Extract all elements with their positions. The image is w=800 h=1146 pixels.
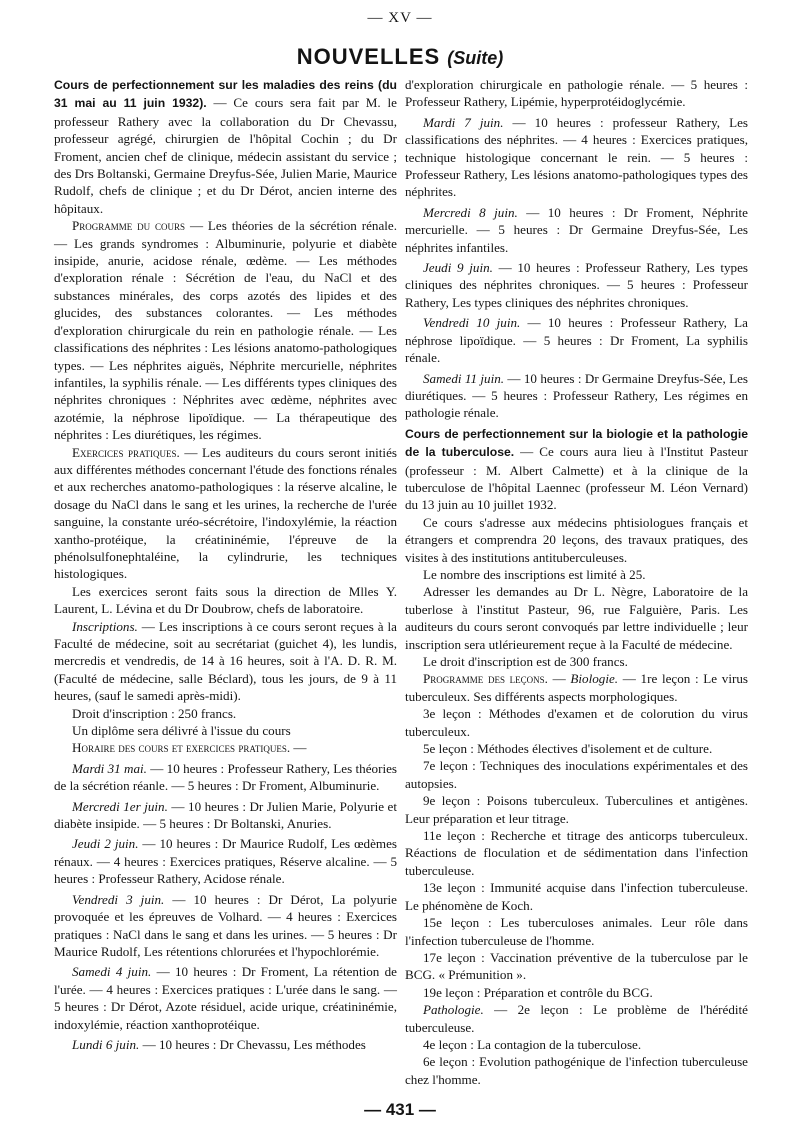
schedule-entry	[405, 114, 748, 201]
schedule-continued: d'exploration chirurgicale en pathologie rénale. — 5 heures : Professeur Rathery, Lipémie, hyperprotéidoglycémie.	[405, 77, 748, 110]
page-title	[0, 44, 800, 70]
diplome-note: Un diplôme sera délivré à l'issue du cours	[72, 723, 291, 739]
droit-inscription: Droit d'inscription : 250 francs.	[72, 705, 237, 721]
schedule-entry	[54, 835, 397, 887]
schedule-text: — 10 heures : Professeur Rathery, Les théories de la sécrétion réanle. — 5 heures : Dr Froment, Albuminurie.	[54, 760, 397, 794]
tuberculose-droit: Le droit d'inscription est de 300 francs.	[423, 654, 628, 669]
schedule-entry	[405, 259, 748, 311]
schedule-text: — 10 heures : Dr Froment, Néphrite mercurielle. — 5 heures : Dr Germaine Dreyfus-Sée, Les néphrites infantiles.	[405, 204, 748, 255]
horaire-heading	[54, 739, 397, 756]
lecon-item: 9e leçon : Poisons tuberculeux. Tuberculines et antigènes. Leur préparation et leur titrage.	[405, 793, 748, 826]
horaire-label: Horaire des cours et exercices pratiques.	[72, 740, 291, 756]
pathologie-label: Pathologie.	[423, 1002, 484, 1018]
tuberculose-course-paragraph	[405, 425, 748, 514]
left-column	[54, 76, 397, 1053]
lecons-programme-label: Programme des leçons.	[423, 671, 548, 687]
programme-paragraph	[54, 217, 397, 443]
exercices-paragraph	[54, 444, 397, 583]
lecon-item: 3e leçon : Méthodes d'examen et de colorution du virus tuberculeux.	[405, 706, 748, 739]
exercices-direction: Les exercices seront faits sous la direction de Mlles Y. Laurent, L. Lévina et du Dr Doubrow, chefs de laboratoire.	[54, 583, 397, 617]
lecon-item: 11e leçon : Recherche et titrage des anticorps tuberculeux. Réactions de floculation et de sédimentation dans l'infection tuberculeuse.	[405, 828, 748, 878]
schedule-entry	[54, 963, 397, 1033]
schedule-text: — 10 heures : Dr Chevassu, Les méthodes	[139, 1036, 366, 1052]
schedule-text: — 10 heures : Dr Maurice Rudolf, Les œdèmes rénaux. — 4 heures : Exercices pratiques, Réserve alcaline. — 5 heures : Professeur Rathery, Acidose rénale.	[54, 836, 397, 887]
schedule-text: — 10 heures : Dr Froment, La rétention de l'urée. — 4 heures : Exercices pratiques : L'urée dans le sang. — 5 heures : Dr Dérot, Azote résiduel, acide urique, créatininémie, indoxylémie, réaction xanthoprotéique.	[54, 964, 397, 1032]
reins-course-intro: — Ce cours sera fait par M. le professeur Rathery avec la collaboration du Dr Chevassu, professeur agrégé, chirurgien de l'hôpital Cochin ; du Dr Froment, ancien chef de clinique, médecin assistant du service ; des Drs Boltanski, Germaine Dreyfus-Sée, Julien Marie, Maurice Rudolf, chefs de clinique ; et du Dr Dérot, ancien interne des hôpitaux.	[54, 95, 397, 216]
programme-text: — Les théories de la sécrétion rénale. — Les grands syndromes : Albuminurie, polyurie et diabète insipide, anurie, acidose rénale, œdème. — Les méthodes d'exploration rénale : Sécrétion de l'eau, du NaCl et des substances minérales, des corps azotés des lipides et des glucides, des substances colorantes. — Les méthodes d'exploration chirurgicale du rein en pathologie rénale. — Les classifications des néphrites : Les lésions anatomo-pathologiques types. — Les néphrites aiguës, Néphrite mercurielle, néphrites infantiles, la syphilis rénale. — Les différents types cliniques des néphrites chroniques : Néphrites avec œdème, néphrites avec azotémie, la néphrose lipoïdique. — La thérapeutique des néphrites : Les diurétiques, les régimes.	[54, 218, 397, 443]
schedule-text: — 10 heures : Professeur Rathery, La néphrose lipoïdique. — 5 heures : Dr Froment, La syphilis rénale.	[405, 315, 748, 366]
schedule-entry	[54, 1036, 397, 1053]
schedule-day: Vendredi 10 juin.	[423, 315, 521, 331]
page-number-roman: — XV —	[367, 10, 433, 26]
lecon-item: 7e leçon : Techniques des inoculations expérimentales et des autopsies.	[405, 758, 748, 791]
reins-course-paragraph	[54, 76, 397, 217]
schedule-entry	[405, 370, 748, 422]
horaire-dash: —	[290, 740, 307, 756]
schedule-entry	[405, 314, 748, 366]
exercices-label: Exercices pratiques	[72, 444, 177, 460]
tuberculose-limit: Le nombre des inscriptions est limité à 25.	[423, 566, 646, 582]
tuberculose-course-title: Cours de perfectionnement sur la biologie et la pathologie de la tuberculose.	[405, 426, 748, 460]
title-text: NOUVELLES	[296, 44, 441, 69]
lecon-1-text: — 1re leçon : Le virus tuberculeux. Ses différents aspects morphologiques.	[405, 671, 748, 704]
pathologie-paragraph	[405, 1001, 748, 1036]
tuberculose-audience: Ce cours s'adresse aux médecins phtisiologues français et étrangers et comprendra 20 leçons, des travaux pratiques, des visites à des institutions antituberculeuses.	[405, 514, 748, 565]
lecon-item: 4e leçon : La contagion de la tuberculose.	[423, 1036, 642, 1052]
title-suffix: (Suite)	[447, 48, 504, 68]
lecons-programme-dash: —	[547, 671, 571, 687]
schedule-entry	[405, 204, 748, 256]
schedule-day: Jeudi 2 juin.	[72, 836, 139, 852]
schedule-text: — 10 heures : professeur Rathery, Les classifications des néphrites. — 4 heures : Exercices pratiques, technique histologique concernant le rein. — 5 heures : Professeur Rathery, Les lésions anatomo-pathologiques types des néphrites.	[405, 114, 748, 200]
schedule-entry	[54, 760, 397, 795]
reins-course-title: Cours de perfectionnement sur les maladies des reins (du 31 mai au 11 juin 1932).	[54, 78, 397, 111]
inscriptions-label: Inscriptions.	[72, 618, 138, 634]
biologie-label: Biologie.	[570, 671, 619, 687]
pathologie-text: — 2e leçon : Le problème de l'hérédité tuberculeuse.	[405, 1002, 748, 1035]
schedule-day: Mardi 31 mai.	[72, 760, 147, 776]
lecon-item: 15e leçon : Les tuberculoses animales. Leur rôle dans l'infection tuberculeuse de l'homme.	[405, 915, 748, 948]
schedule-day: Mardi 7 juin.	[423, 114, 504, 130]
schedule-day: Vendredi 3 juin.	[72, 891, 165, 907]
lecon-item: 13e leçon : Immunité acquise dans l'infection tuberculeuse. Le phénomène de Koch.	[405, 880, 748, 913]
schedule-entry	[54, 798, 397, 833]
schedule-text: — 10 heures : Dr Julien Marie, Polyurie et diabète insipide. — 5 heures : Dr Boltanski, Anuries.	[54, 798, 397, 832]
inscriptions-text: — Les inscriptions à ce cours seront reçues à la Faculté de médecine, soit au secrétariat (guichet 4), les lundis, mercredis et vendredis, de 14 à 16 heures, soit à l'A. D. R. M. (Faculté de médecine, salle Béclard), tous les jours, de 9 à 11 heures, (sauf le samedi après-midi).	[54, 618, 397, 704]
lecon-item: 19e leçon : Préparation et contrôle du BCG.	[423, 984, 653, 1000]
lecons-programme	[405, 670, 748, 705]
lecon-item: 17e leçon : Vaccination préventive de la tuberculose par le BCG. « Prémunition ».	[405, 949, 748, 983]
schedule-text: — 10 heures : Professeur Rathery, Les types cliniques des néphrites chroniques. — 5 heures : Professeur Rathery, Les types cliniques des néphrites chroniques.	[405, 260, 749, 310]
programme-label: Programme du cours	[72, 218, 186, 234]
schedule-day: Samedi 4 juin.	[72, 964, 152, 980]
schedule-day: Jeudi 9 juin.	[423, 260, 493, 276]
schedule-text: — 10 heures : Dr Dérot, La polyurie provoquée et les épreuves de Volhard. — 4 heures : Exercices pratiques : NaCl dans le sang et dans les urines. — 5 heures : Dr Maurice Rudolf, Les rétentions chlorurées et l'hypochlorémie.	[54, 891, 397, 959]
right-column	[405, 76, 748, 1088]
schedule-day: Mercredi 8 juin.	[423, 204, 518, 220]
schedule-text: — 10 heures : Dr Germaine Dreyfus-Sée, Les diurétiques. — 5 heures : Professeur Rathery, Les régimes en pathologie rénale.	[405, 370, 749, 421]
schedule-entry	[54, 891, 397, 961]
tuberculose-course-intro: — Ce cours aura lieu à l'Institut Pasteur (professeur : M. Albert Calmette) et à la clinique de la tuberculose de l'hôpital Laennec (professeur M. Léon Vernard) du 13 juin au 10 juillet 1932.	[405, 444, 748, 513]
schedule-day: Lundi 6 juin.	[72, 1036, 140, 1052]
exercices-text: . — Les auditeurs du cours seront initiés aux différentes méthodes concernant l'étude des fonctions rénales et aux recherches anatomo-pathologiques : la réserve alcaline, le dosage du NaCl dans le sang et les urines, la recherche de l'urée sanguine, la constante uréo-sécrétoire, l'indoxylémie, la réaction xantho-protéique, la créatininémie, l'épreuve de la phénolsulfonephtaléine, la cylindrurie, les techniques histologiques.	[54, 444, 397, 582]
lecon-item: 6e leçon : Evolution pathogénique de l'infection tuberculeuse chez l'homme.	[405, 1054, 748, 1087]
tuberculose-address: Adresser les demandes au Dr L. Nègre, Laboratoire de la tuberlose à l'institut Pasteur, 96, rue Falguière, Paris. Les auditeurs du cours seront convoqués par lettre individuelle ; leur inscription sera utlérieurement reçue à la Faculté de médecine.	[405, 584, 748, 652]
inscriptions-paragraph	[54, 618, 397, 705]
schedule-day: Samedi 11 juin.	[423, 370, 505, 386]
schedule-day: Mercredi 1er juin.	[72, 798, 168, 814]
page-number: — 431 —	[364, 1100, 436, 1119]
lecon-item: 5e leçon : Méthodes électives d'isolement et de culture.	[423, 741, 713, 757]
